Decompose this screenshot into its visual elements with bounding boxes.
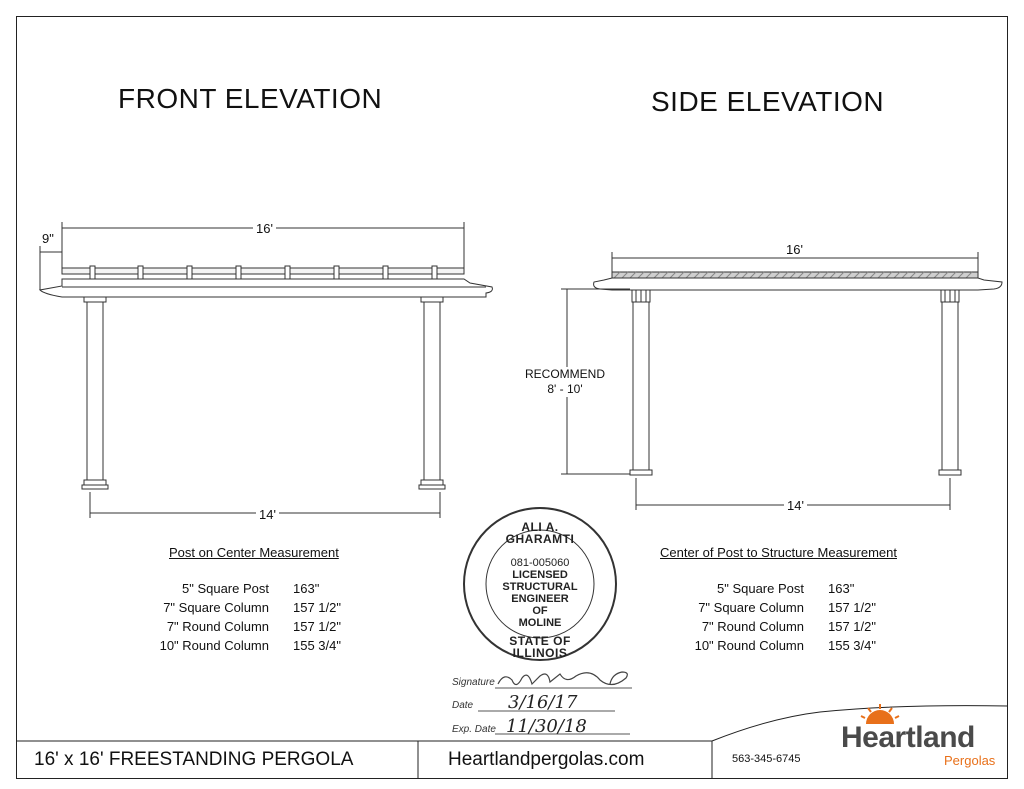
table-row — [690, 617, 908, 636]
seal-state: STATE OF ILLINOIS — [509, 634, 571, 660]
post-on-center-table — [155, 543, 373, 655]
seal-line3: ENGINEER — [511, 593, 569, 605]
table-cell-name: 5" Square Post — [716, 581, 804, 596]
front-overhang-dimension: 9" — [42, 231, 54, 246]
table-cell-name: 7" Square Column — [163, 600, 269, 615]
logo-subtitle: Pergolas — [944, 753, 996, 768]
table-cell-value: 163" — [828, 581, 855, 596]
logo-wordmark: Heartland — [841, 721, 975, 754]
table-row — [690, 598, 908, 617]
drawing-title: 16' x 16' FREESTANDING PERGOLA — [34, 749, 354, 770]
website-link[interactable]: Heartlandpergolas.com — [448, 749, 645, 770]
table-cell-value: 157 1/2" — [293, 600, 341, 615]
side-elevation-title: SIDE ELEVATION — [651, 86, 885, 117]
exp-date-label: Exp. Date — [452, 724, 496, 735]
date-value: 3/16/17 — [508, 692, 578, 713]
table-row — [155, 636, 373, 655]
front-elevation-title: FRONT ELEVATION — [118, 83, 383, 114]
date-label: Date — [452, 700, 474, 711]
table-cell-name: 5" Square Post — [181, 581, 269, 596]
table-cell-value: 157 1/2" — [293, 619, 341, 634]
height-recommend-line2: 8' - 10' — [547, 382, 583, 396]
table-row — [155, 598, 373, 617]
table-cell-name: 10" Round Column — [159, 638, 269, 653]
side-top-dimension: 16' — [786, 242, 803, 257]
table-cell-value: 157 1/2" — [828, 600, 876, 615]
table-row — [155, 579, 373, 598]
front-bottom-dimension: 14' — [256, 507, 279, 522]
table-cell-name: 7" Square Column — [698, 600, 804, 615]
front-elevation — [40, 222, 492, 518]
table-cell-value: 155 3/4" — [828, 638, 876, 653]
seal-text — [490, 521, 590, 659]
seal-number: 081-005060 — [510, 557, 570, 569]
post-on-center-heading: Post on Center Measurement — [169, 545, 339, 560]
side-bottom-dimension: 14' — [784, 498, 807, 513]
table-cell-value: 163" — [293, 581, 320, 596]
seal-line4: OF — [532, 605, 548, 617]
table-cell-value: 157 1/2" — [828, 619, 876, 634]
table-cell-value: 155 3/4" — [293, 638, 341, 653]
phone-number: 563-345-6745 — [732, 753, 801, 765]
signature-scribble — [498, 672, 627, 685]
signature-label: Signature — [452, 677, 495, 688]
seal-line1: LICENSED — [512, 569, 568, 581]
center-to-structure-table — [660, 543, 908, 655]
front-top-dimension: 16' — [253, 221, 276, 236]
exp-date-value: 11/30/18 — [506, 716, 587, 737]
table-row — [690, 636, 908, 655]
table-row — [690, 579, 908, 598]
table-cell-name: 10" Round Column — [694, 638, 804, 653]
height-recommendation — [520, 367, 610, 397]
seal-name: ALI A. GHARAMTI — [505, 520, 575, 546]
table-cell-name: 7" Round Column — [166, 619, 269, 634]
table-cell-name: 7" Round Column — [701, 619, 804, 634]
table-row — [155, 617, 373, 636]
seal-line5: MOLINE — [518, 617, 562, 629]
height-recommend-line1: RECOMMEND — [525, 367, 605, 381]
seal-line2: STRUCTURAL — [502, 581, 578, 593]
center-to-structure-heading: Center of Post to Structure Measurement — [660, 545, 897, 560]
side-elevation — [561, 252, 1002, 510]
